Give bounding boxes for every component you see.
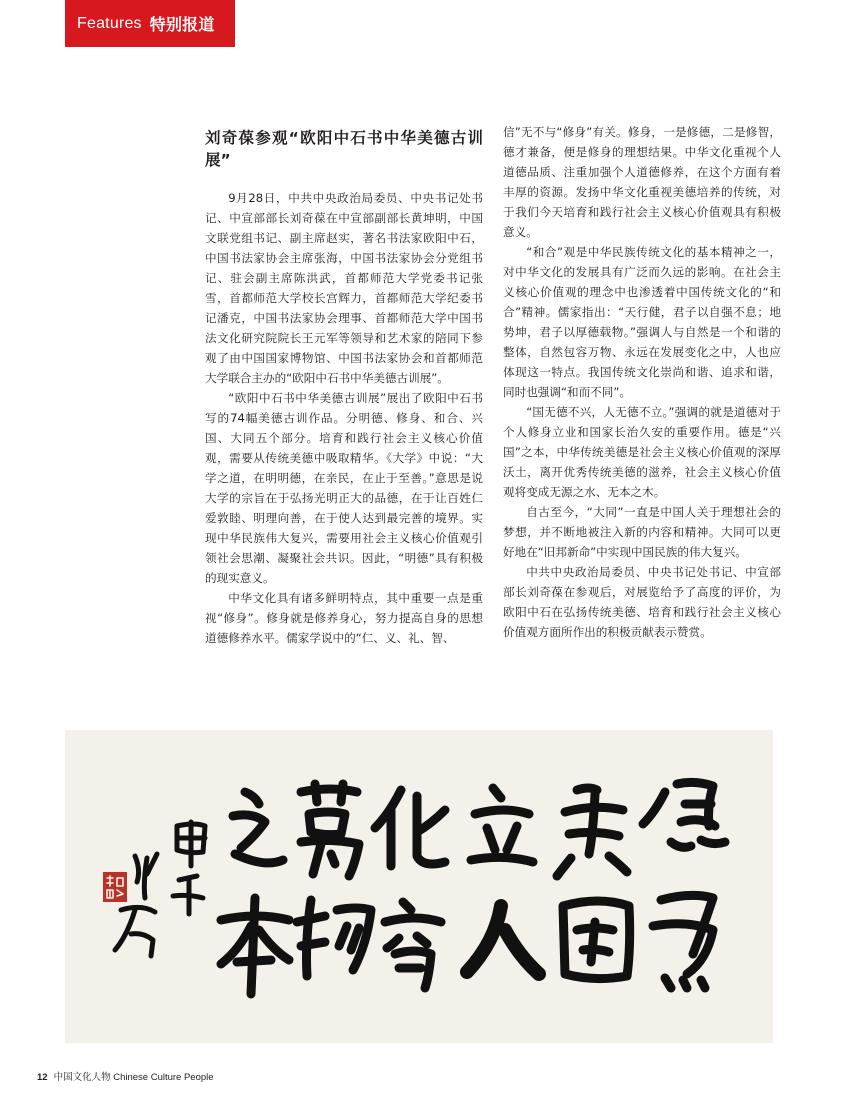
paragraph: 自古至今，“大同”一直是中国人关于理想社会的梦想，并不断地被注入新的内容和精神。大同可以更好地在“旧邦新命”中实现中国民族的伟大复兴。 [503, 505, 781, 559]
section-label-en: Features [77, 14, 142, 32]
page-footer [37, 1069, 214, 1083]
paragraph: “和合”观是中华民族传统文化的基本精神之一，对中华文化的发展具有广泛而久远的影响。在社会主义核心价值观的理念中也渗透着中国传统文化的“和合”精神。儒家指出：“天行健，君子以自强不息；地势坤，君子以厚德载物。”强调人与自然是一个和谐的整体，自然包容万物、永远在发展变化之中，人也应体现这一特点。我国传统文化崇尚和谐、追求和谐，同时也强调“和而不同”。 [503, 245, 781, 399]
paragraph: “国无德不兴，人无德不立。”强调的就是道德对于个人修身立业和国家长治久安的重要作用。德是“兴国”之本，中华传统美德是社会主义核心价值观的深厚沃土，离开优秀传统美德的滋养，社会主义核心价值观将变成无源之水、无本之木。 [503, 405, 781, 499]
article-column-right [503, 122, 781, 642]
paragraph: 中华文化具有诸多鲜明特点，其中重要一点是重视“修身”。修身就是修养身心，努力提高自身的思想道德修养水平。儒家学说中的“仁、义、礼、智、 [205, 591, 483, 645]
article-column-left [205, 122, 483, 648]
paragraph: 9月28日，中共中央政治局委员、中央书记处书记、中宣部部长刘奇葆在中宣部副部长黄坤明，中国文联党组书记、副主席赵实，著名书法家欧阳中石，中国书法家协会主席张海，中国书法家协会分党组书记、驻会副主席陈洪武，首都师范大学党委书记张雪，首都师范大学校长宫辉力，首都师范大学纪委书记潘克，中国书法家协会理事、首都师范大学中国书法文化研究院院长王元军等领导和艺术家的陪同下参观了由中国国家博物馆、中国书法家协会和首都师范大学联合主办的“欧阳中石书中华美德古训展”。 [205, 191, 483, 385]
paragraph: 中共中央政治局委员、中央书记处书记、中宣部部长刘奇葆在参观后，对展览给予了高度的评价，为欧阳中石在弘扬传统美德、培育和践行社会主义核心价值观方面所作出的积极贡献表示赞赏。 [503, 565, 781, 639]
calligraphy-artwork [65, 730, 773, 1043]
section-tab [65, 0, 235, 47]
paragraph: 信”无不与“修身”有关。修身，一是修德，二是修智，德才兼备，便是修身的理想结果。中华文化重视个人道德品质、注重加强个人道德修养，在这个方面有着丰厚的资源。发扬中华文化重视美德培养的传统，对于我们今天培育和践行社会主义核心价值观具有积极意义。 [503, 125, 781, 239]
paragraph: “欧阳中石书中华美德古训展”展出了欧阳中石书写的74幅美德古训作品。分明德、修身、和合、兴国、大同五个部分。培育和践行社会主义核心价值观，需要从传统美德中吸取精华。《大学》中说：“大学之道，在明明德，在亲民，在止于至善。”意思是说大学的宗旨在于弘扬光明正大的品德，在于让百姓仁爱敦睦、明理向善，在于使人达到最完善的境界。实现中华民族伟大复兴，需要用社会主义核心价值观引领社会思潮、凝聚社会共识。因此，“明德”具有积极的现实意义。 [205, 391, 483, 585]
calligraphy-image [65, 730, 773, 1043]
magazine-name: 中国文化人物 Chinese Culture People [53, 1072, 214, 1083]
page-number: 12 [37, 1072, 48, 1083]
article-title: 刘奇葆参观“欧阳中石书中华美德古训展” [205, 129, 483, 169]
section-label-zh: 特别报道 [149, 15, 215, 34]
